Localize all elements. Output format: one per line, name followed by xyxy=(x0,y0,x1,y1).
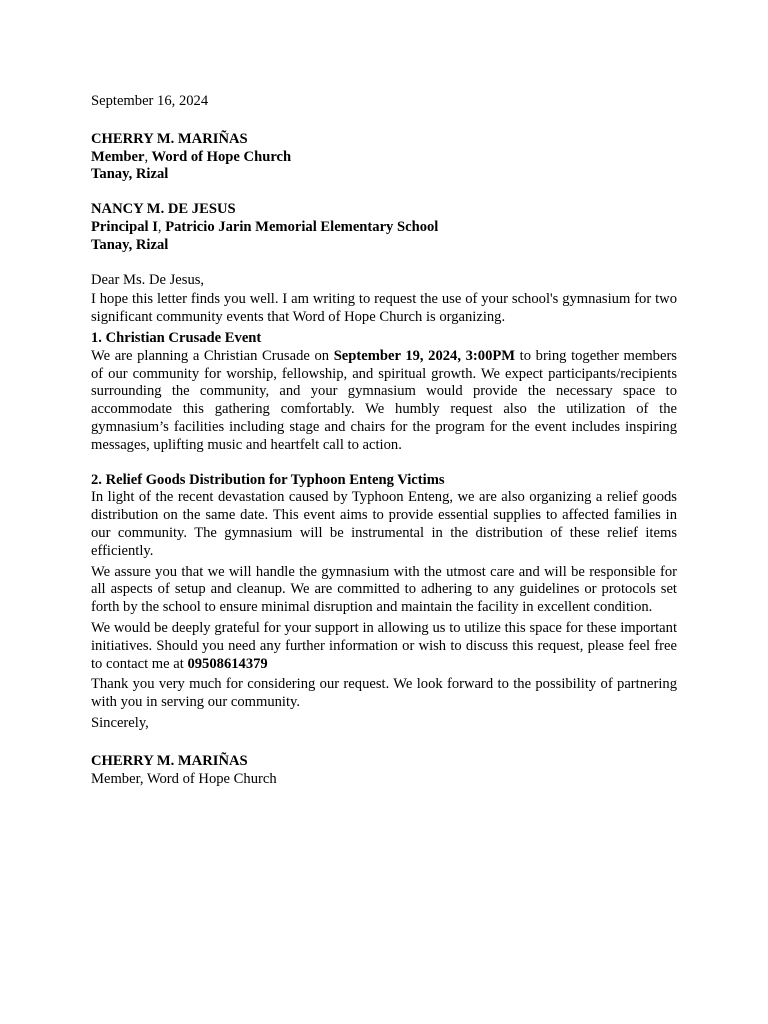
sender-name: CHERRY M. MARIÑAS xyxy=(91,130,248,147)
spacer xyxy=(91,455,677,472)
thanks-paragraph: Thank you very much for considering our request. We look forward to the possibility of partnering with you in serving our community. xyxy=(91,676,677,711)
event1-title: 1. Christian Crusade Event xyxy=(91,329,262,346)
signature-title: Member, Word of Hope Church xyxy=(91,770,277,787)
sender-affiliation xyxy=(91,149,677,167)
contact-phone: 09508614379 xyxy=(187,655,268,672)
sender-role: Member xyxy=(91,148,145,165)
closing: Sincerely, xyxy=(91,714,149,731)
sender-block xyxy=(91,131,677,184)
event2-paragraph: In light of the recent devastation caused by Typhoon Enteng, we are also organizing a relief goods distribution on the same date. This event aims to provide essential supplies to affected families in our community. The gymnasium will be instrumental in the distribution of these relief items efficiently. xyxy=(91,489,677,559)
letter-page xyxy=(91,93,677,788)
sender-location: Tanay, Rizal xyxy=(91,166,169,183)
recipient-location: Tanay, Rizal xyxy=(91,236,169,253)
intro-paragraph: I hope this letter finds you well. I am writing to request the use of your school's gymnasium for two significant community events that Word of Hope Church is organizing. xyxy=(91,291,677,326)
event1-date: September 19, 2024, 3:00PM xyxy=(333,347,516,364)
salutation: Dear Ms. De Jesus, xyxy=(91,271,205,288)
event1-text-before: We are planning a Christian Crusade on xyxy=(91,347,334,364)
sender-org: Word of Hope Church xyxy=(151,148,292,165)
recipient-name: NANCY M. DE JESUS xyxy=(91,201,236,218)
gratitude-paragraph xyxy=(91,620,677,673)
recipient-affiliation xyxy=(91,219,677,237)
recipient-block xyxy=(91,201,677,254)
letter-date: September 16, 2024 xyxy=(91,93,209,109)
recipient-org: Patricio Jarin Memorial Elementary School xyxy=(165,218,439,235)
recipient-comma: , xyxy=(157,218,162,235)
recipient-role: Principal I xyxy=(91,218,158,235)
event2-title: 2. Relief Goods Distribution for Typhoon Enteng Victims xyxy=(91,471,445,488)
assurance-paragraph: We assure you that we will handle the gymnasium with the utmost care and will be responsible for all aspects of setup and cleanup. We are committed to adhering to any guidelines or protocols set forth by the school to ensure minimal disruption and maintain the facility in excellent condition. xyxy=(91,563,677,616)
gratitude-text: We would be deeply grateful for your support in allowing us to utilize this space for these important initiatives. Should you need any further information or wish to discuss this request, please feel free to contact me at xyxy=(91,619,677,672)
sender-comma: , xyxy=(144,148,149,165)
event1-text-after: to bring together members of our community for worship, fellowship, and spiritual growth. We expect participants/recipients surrounding the community, and your gymnasium would provide the necessary space to accommodate this gathering comfortably. We humbly request also the utilization of the gymnasium’s facilities including stage and chairs for the program for the event includes inspiring messages, uplifting music and heartfelt call to action. xyxy=(91,347,677,453)
signature-name: CHERRY M. MARIÑAS xyxy=(91,752,248,769)
event1-paragraph xyxy=(91,348,677,455)
